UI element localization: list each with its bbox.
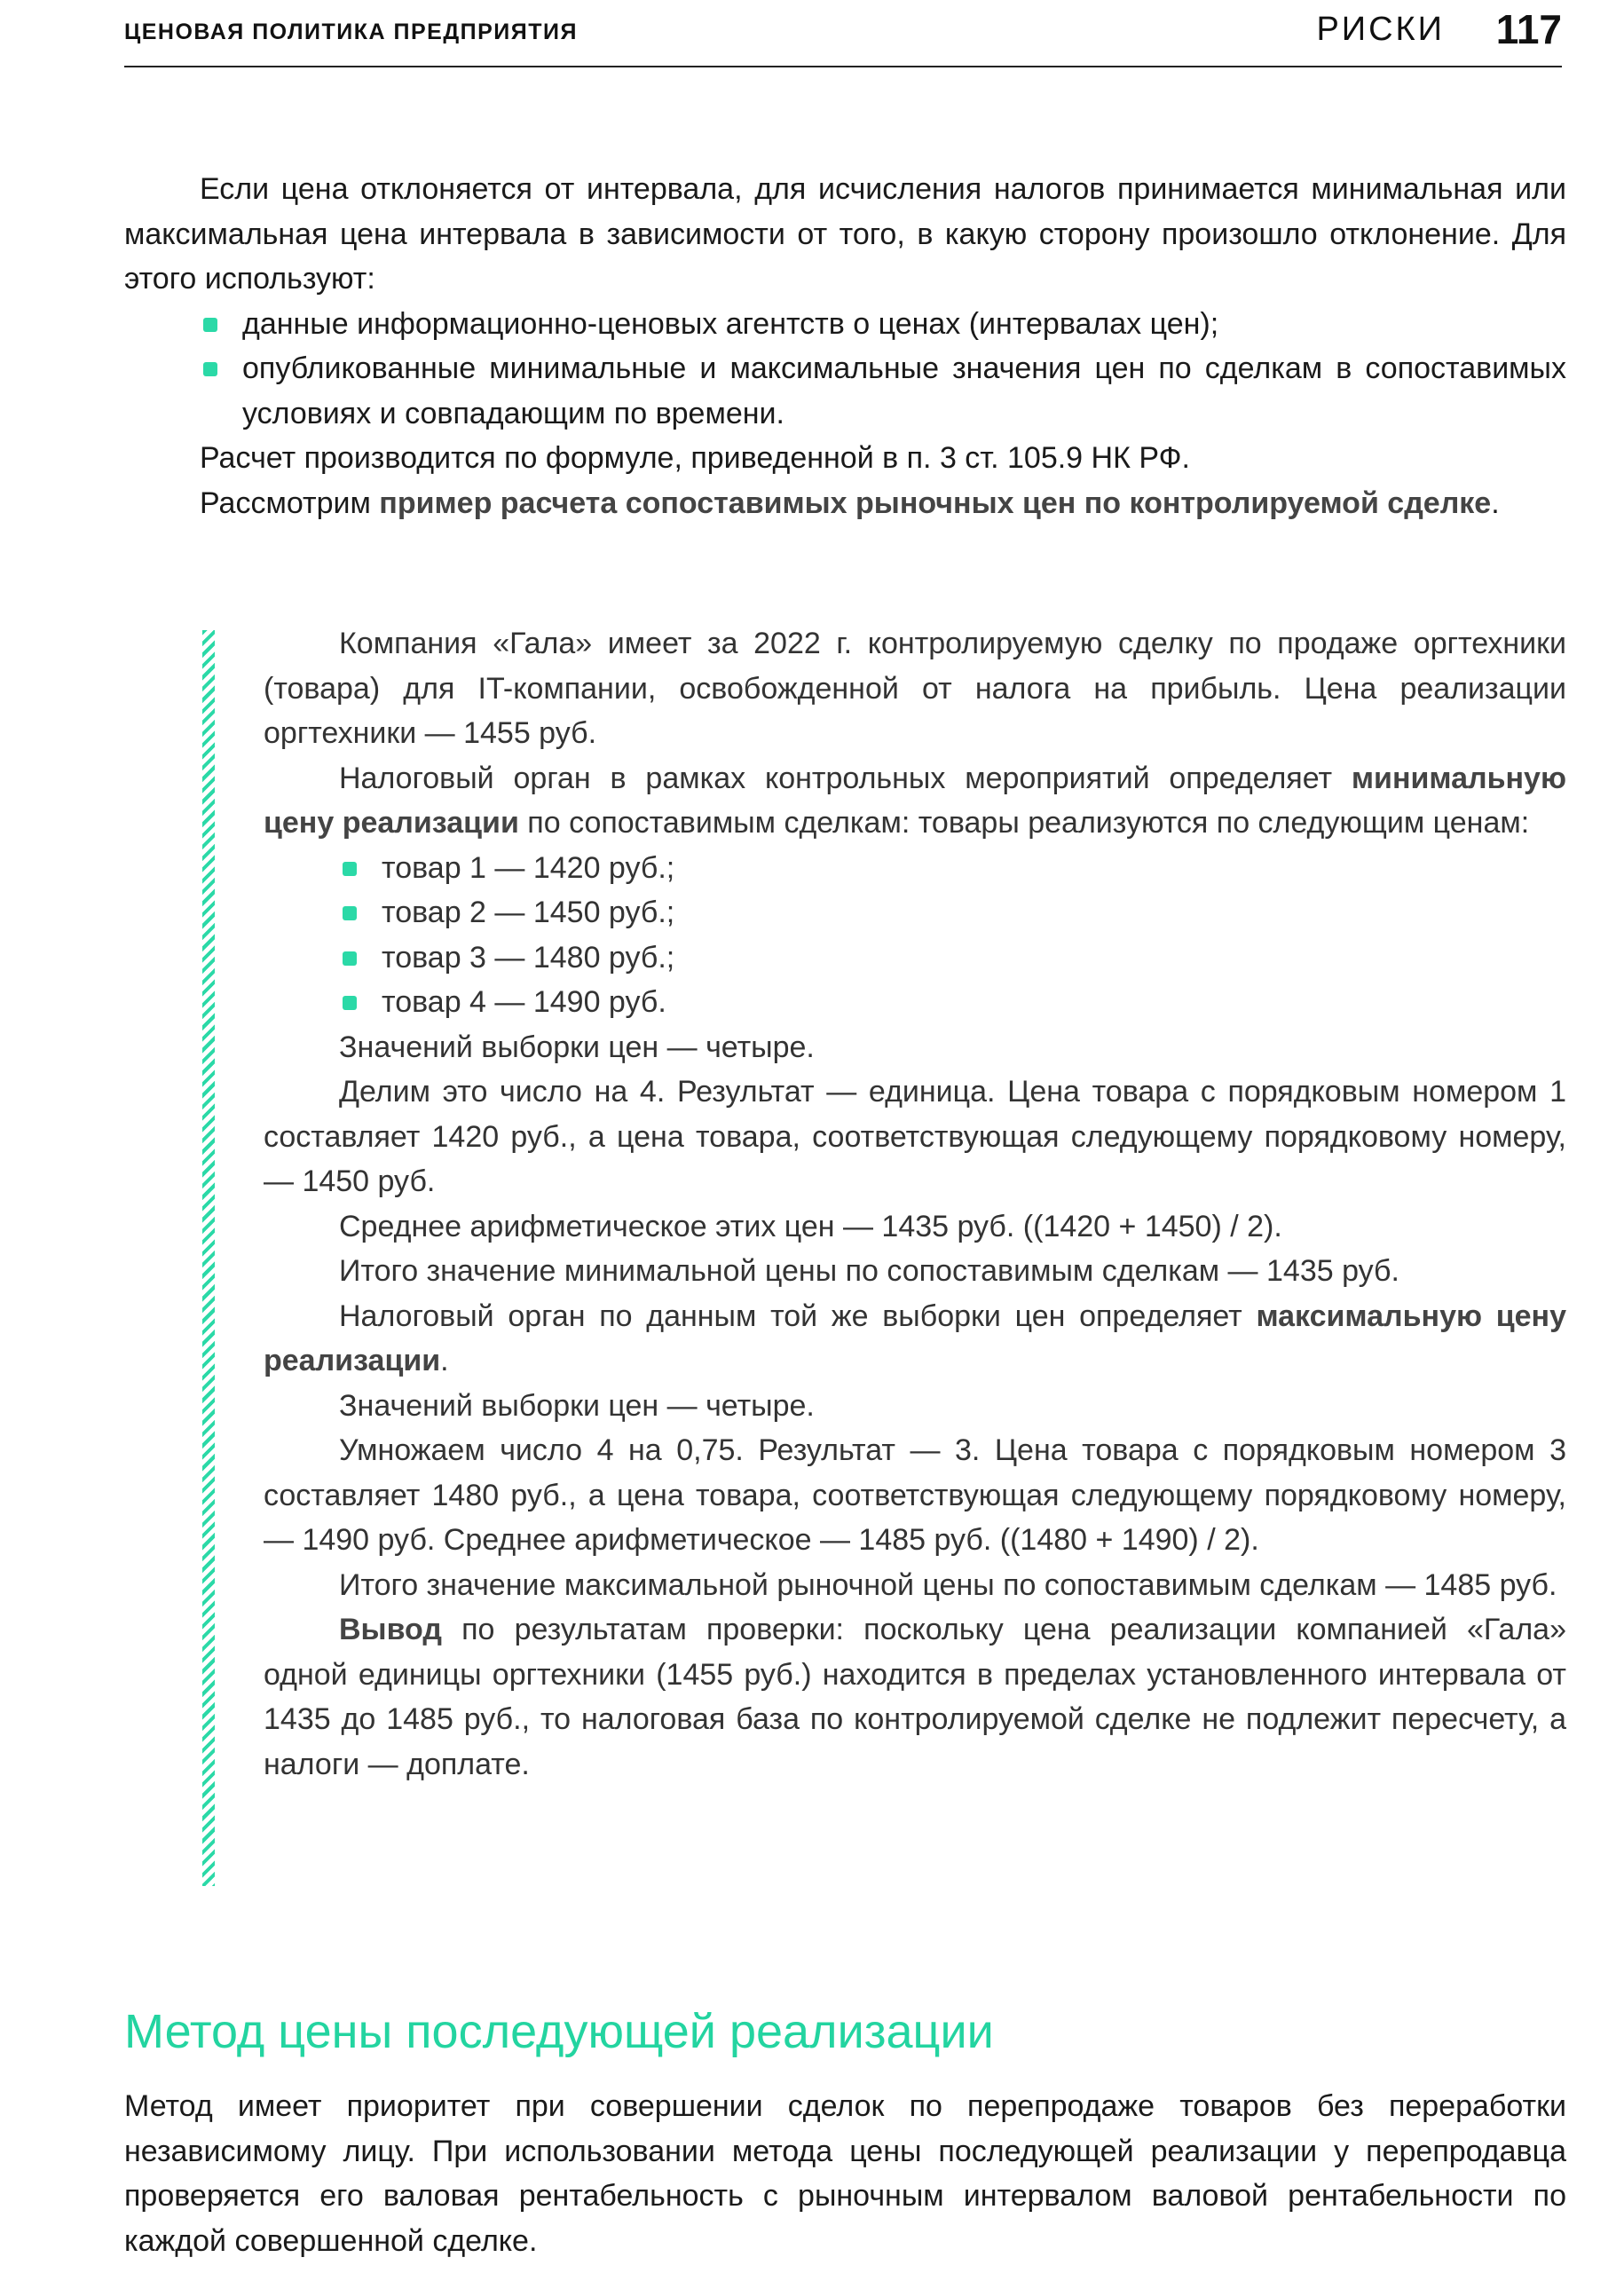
example-paragraph-1: Компания «Гала» имеет за 2022 г. контролируемую сделку по продаже оргтехники (товара) для IT-компании, освобожденной от налога на прибыль. Цена реализации оргтехники — 1455 руб. <box>264 627 1566 750</box>
square-bullet-icon <box>343 951 357 966</box>
intro-block <box>124 167 1566 525</box>
square-bullet-icon <box>343 906 357 920</box>
intro-paragraph-1: Если цена отклоняется от интервала, для исчисления налогов принимается минимальная или максимальная цена интервала в зависимости от того, в какую сторону произошло отклонение. Для этого используют: <box>124 172 1566 296</box>
list-item: данные информационно-ценовых агентств о ценах (интервалах цен); <box>200 302 1566 347</box>
list-item: товар 3 — 1480 руб.; <box>339 935 1566 981</box>
example-paragraph-4: Делим это число на 4. Результат — единица. Цена товара с порядковым номером 1 составляет 1420 руб., а цена товара, соответствующая следующему порядковому номеру, — 1450 руб. <box>264 1075 1566 1198</box>
square-bullet-icon <box>203 318 217 332</box>
list-item: товар 2 — 1450 руб.; <box>339 890 1566 935</box>
example-paragraph-2: Налоговый орган в рамках контрольных мероприятий определяет минимальную цену реализации по сопоставимым сделкам: товары реализуются по следующим ценам: <box>264 761 1566 840</box>
example-paragraph-5: Среднее арифметическое этих цен — 1435 руб. ((1420 + 1450) / 2). <box>339 1209 1282 1243</box>
section-heading: Метод цены последующей реализации <box>124 2005 994 2058</box>
intro-paragraph-2: Расчет производится по формуле, приведенной в п. 3 ст. 105.9 НК РФ. <box>200 441 1190 475</box>
section-name: РИСКИ <box>1316 11 1445 48</box>
example-paragraph-9: Умножаем число 4 на 0,75. Результат — 3. Цена товара с порядковым номером 3 составляет 1480 руб., а цена товара, соответствующая следующему порядковому номеру, — 1490 руб. Среднее арифметическое — 1485 руб. ((1480 + 1490) / 2). <box>264 1433 1566 1557</box>
list-item: товар 1 — 1420 руб.; <box>339 846 1566 891</box>
price-list <box>264 846 1566 1025</box>
running-title: ЦЕНОВАЯ ПОЛИТИКА ПРЕДПРИЯТИЯ <box>124 20 578 44</box>
square-bullet-icon <box>343 862 357 876</box>
example-title-bold: пример расчета сопоставимых рыночных цен по контролируемой сделке <box>379 485 1492 520</box>
example-paragraph-10: Итого значение максимальной рыночной цены по сопоставимым сделкам — 1485 руб. <box>339 1567 1557 1602</box>
example-side-bar <box>202 630 215 1886</box>
section2-paragraph: Метод имеет приоритет при совершении сделок по перепродаже товаров без переработки независимому лицу. При использовании метода цены последующей реализации у перепродавца проверяется его валовая рентабельность с рыночным интервалом валовой рентабельности по каждой совершенной сделке. <box>124 2089 1566 2258</box>
example-paragraph-6: Итого значение минимальной цены по сопоставимым сделкам — 1435 руб. <box>339 1254 1399 1288</box>
square-bullet-icon <box>343 996 357 1010</box>
section2-block <box>124 2084 1566 2263</box>
list-item: опубликованные минимальные и максимальные значения цен по сделкам в сопоставимых условиях и совпадающим по времени. <box>200 346 1566 436</box>
list-item: товар 4 — 1490 руб. <box>339 980 1566 1025</box>
intro-bullet-list <box>124 302 1566 437</box>
square-bullet-icon <box>203 362 217 376</box>
example-conclusion: Вывод по результатам проверки: поскольку цена реализации компанией «Гала» одной единицы оргтехники (1455 руб.) находится в пределах установленного интервала от 1435 до 1485 руб., то налоговая база по контролируемой сделке не подлежит пересчету, а налоги — доплате. <box>264 1613 1566 1781</box>
example-block <box>264 621 1566 1787</box>
intro-paragraph-3: Рассмотрим пример расчета сопоставимых рыночных цен по контролируемой сделке. <box>200 485 1500 520</box>
page-number: 117 <box>1495 6 1562 52</box>
example-paragraph-8: Значений выборки цен — четыре. <box>339 1388 815 1423</box>
example-paragraph-7: Налоговый орган по данным той же выборки цен определяет максимальную цену реализации. <box>264 1298 1566 1377</box>
page-header <box>124 0 1562 67</box>
example-paragraph-3: Значений выборки цен — четыре. <box>339 1030 815 1064</box>
